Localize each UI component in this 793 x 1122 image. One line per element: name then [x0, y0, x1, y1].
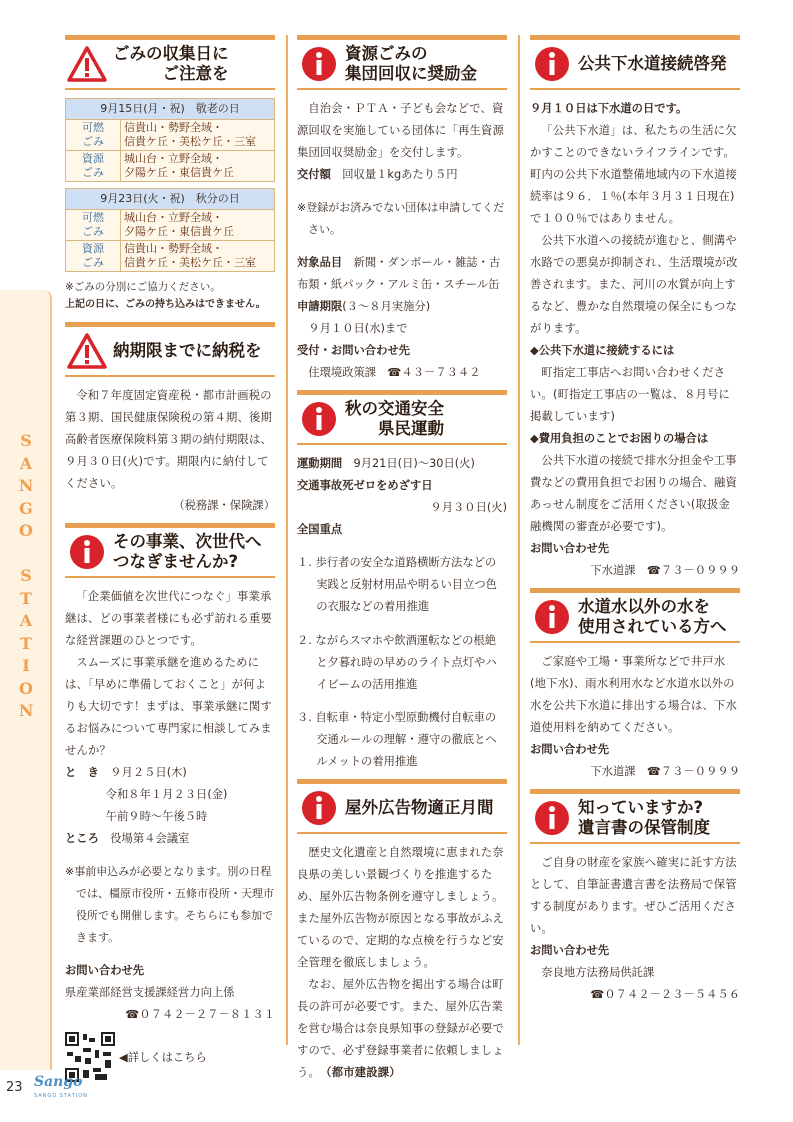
- column-divider: [518, 35, 520, 1045]
- sewer-contact: 下水道課 ☎７３－０９９９: [590, 564, 740, 577]
- sewer-header: [530, 35, 740, 90]
- recycle-body: 自治会・ＰＴＡ・子ども会などで、資源回収を実施している団体に「再生資源集団回収奨励金」を交付します。: [297, 102, 504, 159]
- sidebar-letter: O: [19, 521, 33, 540]
- sewer-lead: ９月１０日は下水道の日です。: [530, 102, 688, 115]
- column-3: [530, 35, 740, 1006]
- traffic-title: 秋の交通安全 県民運動: [345, 399, 444, 438]
- billboard-body-2: [297, 974, 507, 1084]
- zero-date: ９月３０日(火): [430, 501, 507, 514]
- waste-type: 可燃 ごみ: [66, 210, 121, 241]
- period-label: 申請期限: [297, 300, 343, 313]
- water-contact: 下水道課 ☎７３－０９９９: [590, 765, 740, 778]
- recycle-header: [297, 35, 507, 90]
- waste-type: 資源 ごみ: [66, 241, 121, 272]
- focus-label: 全国重点: [297, 523, 343, 536]
- billboard-body-2-text: なお、屋外広告物を掲出する場合は町長の許可が必要です。また、屋外広告業を営む場合は奈良県知事の登録が必要ですので、必ず登録事業者に依頼しましょう。: [297, 977, 504, 1079]
- garbage-warning: 上記の日に、ごみの持ち込みはできません。: [65, 299, 266, 310]
- connect-body: 町指定工事店へお問い合わせください。(町指定工事店の一覧は、８月号に掲載しています): [530, 366, 731, 423]
- garbage-title: ごみの収集日に ご注意を: [113, 44, 229, 83]
- info-icon: [297, 398, 341, 440]
- sidebar-letter: O: [19, 678, 33, 698]
- water-body: ご家庭や工場・事業所などで井戸水(地下水)、雨水利用水など水道水以外の水を公共下水道に排出する場合は、下水道使用料を納めてください。: [530, 655, 737, 734]
- billboard-dept: （都市建設課）: [325, 1065, 401, 1079]
- water-contact-label: お問い合わせ先: [530, 743, 610, 756]
- contact-label: お問い合わせ先: [65, 964, 145, 977]
- sewer-body-2: 公共下水道への接続が進むと、側溝や水路での悪臭が抑制され、生活環境が改善されます。また、河川の水質が向上するなど、豊かな自然環境の保全にもつながります。: [530, 234, 738, 335]
- traffic-period: 9月21日(日)～30日(火): [353, 457, 475, 470]
- sidebar-letter: S: [20, 566, 32, 585]
- succession-note: ※事前申込みが必要となります。別の日程では、橿原市役所・五條市役所・天理市役所でも開催します。そちらにも参加できます。: [65, 865, 274, 944]
- recycle-title: 資源ごみの 集団回収に奨励金: [345, 44, 477, 83]
- connect-label: ◆公共下水道に接続するには: [530, 344, 675, 357]
- day-header: 9月23日(火・祝) 秋分の日: [66, 189, 275, 210]
- succession-title: その事業、次世代へ つなぎませんか?: [113, 532, 262, 571]
- contact: 県産業部経営支援課経営力向上係: [65, 986, 235, 999]
- will-contact-label: お問い合わせ先: [530, 944, 610, 957]
- garbage-note: ※ごみの分別にご協力ください。: [65, 281, 221, 293]
- sidebar-letter: A: [19, 453, 33, 473]
- sango-logo: Sango: [34, 1074, 83, 1090]
- recycle-contact-label: 受付・お問い合わせ先: [297, 344, 410, 357]
- sewer-body-1: 「公共下水道」は、私たちの生活に欠かすことのできないライフラインです。町内の公共下水道整備地域内の下水道接続率は９６．１％(本年３月３１日現在)で１００％ではありません。: [530, 124, 737, 225]
- cost-body: 公共下水道の接続で排水分担金や工事費などの費用負担でお困りの場合、融資あっせん制度をご活用ください(取扱金融機関の審査が必要です)。: [530, 454, 737, 533]
- info-icon: [65, 531, 109, 573]
- sidebar-letter: N: [18, 476, 34, 495]
- cost-label: ◆費用負担のことでお困りの場合は: [530, 432, 709, 445]
- waste-type: 資源 ごみ: [66, 151, 121, 182]
- sidebar-letter: G: [19, 498, 33, 518]
- when-3: 午前９時～午後５時: [105, 810, 208, 823]
- info-icon: [297, 787, 341, 829]
- tax-title: 納期限までに納税を: [113, 341, 262, 360]
- water-title: 水道水以外の水を 使用されている方へ: [578, 597, 727, 636]
- collection-table-1: [65, 98, 275, 182]
- when-2: 令和８年１月２３日(金): [105, 788, 228, 801]
- focus-item: １. 歩行者の安全な道路横断方法などの実践と反射材用品や明るい目立つ色の衣服などの着用推進: [297, 556, 497, 614]
- sidebar-letter: N: [18, 701, 34, 720]
- info-icon: [297, 43, 341, 85]
- sidebar-letter: T: [20, 588, 32, 608]
- areas: 城山台・立野全域・ 夕陽ケ丘・東信貴ケ丘: [121, 210, 275, 241]
- sidebar-letter: I: [22, 656, 30, 675]
- collection-table-2: [65, 188, 275, 272]
- day-header: 9月15日(月・祝) 敬老の日: [66, 99, 275, 120]
- when-1: ９月２５日(木): [110, 766, 187, 779]
- when-label: と き: [65, 766, 99, 779]
- info-icon: [530, 43, 574, 85]
- column-1: [65, 35, 275, 1082]
- tax-body: 令和７年度固定資産税・都市計画税の第３期、国民健康保険税の第４期、後期高齢者医療保険料第３期の納付期限は、９月３０日(火)です。期限内に納付してください。: [65, 389, 272, 490]
- sidebar-title: [14, 430, 38, 723]
- sidebar-letter: T: [20, 633, 32, 653]
- billboard-title: 屋外広告物適正月間: [345, 797, 494, 817]
- will-body: ご自身の財産を家族へ確実に託す方法として、自筆証書遺言書を法務局で保管する制度があります。ぜひご活用ください。: [530, 856, 737, 935]
- zero-label: 交通事故死ゼロをめざす日: [297, 479, 433, 492]
- recycle-note: ※登録がお済みでない団体は申請してください。: [297, 201, 505, 236]
- areas: 信貴山・勢野全域・ 信貴ケ丘・美松ケ丘・三室: [121, 120, 275, 151]
- will-tel: ☎０７４２－２３－５４５６: [590, 988, 740, 1001]
- tax-header: [65, 322, 275, 377]
- sidebar-letter: [14, 543, 38, 566]
- column-divider: [286, 35, 288, 1045]
- period-note: (３～８月実施分): [342, 300, 431, 313]
- traffic-header: [297, 390, 507, 445]
- sewer-contact-label: お問い合わせ先: [530, 542, 610, 555]
- deadline: ９月１０日(水)まで: [308, 322, 408, 335]
- sidebar-letter: A: [19, 611, 33, 630]
- contact-tel: ☎０７４２－２７－８１３１: [125, 1008, 275, 1021]
- focus-item: ３. 自転車・特定小型原動機付自転車の交通ルールの理解・遵守の徹底とヘルメットの着用推進: [297, 710, 497, 768]
- focus-item: ２. ながらスマホや飲酒運転などの根絶と夕暮れ時の早めのライト点灯やハイビームの活用推進: [297, 633, 497, 691]
- where: 役場第４会議室: [110, 832, 190, 845]
- items-label: 対象品目: [297, 256, 343, 269]
- garbage-header: [65, 35, 275, 90]
- succession-body-1: 「企業価値を次世代につなぐ」事業承継は、どの事業者様にも必ず訪れる重要な経営課題のひとつです。: [65, 590, 272, 647]
- qr-caption: ◀詳しくはこちら: [119, 1051, 207, 1064]
- amount-label: 交付額: [297, 168, 331, 181]
- where-label: ところ: [65, 832, 99, 845]
- traffic-period-label: 運動期間: [297, 457, 343, 470]
- warning-icon: [65, 330, 109, 372]
- amount: 回収量１kgあたり５円: [342, 168, 458, 181]
- billboard-header: [297, 779, 507, 834]
- page-number: 23: [6, 1080, 23, 1095]
- will-title: 知っていますか? 遺言書の保管制度: [578, 798, 710, 837]
- will-header: [530, 789, 740, 844]
- areas: 信貴山・勢野全域・ 信貴ケ丘・美松ケ丘・三室: [121, 241, 275, 272]
- sango-logo-sub: SANGO STATION: [34, 1093, 88, 1099]
- sidebar-letter: S: [20, 431, 32, 450]
- warning-icon: [65, 43, 109, 85]
- column-2: [297, 35, 507, 1084]
- succession-header: [65, 523, 275, 578]
- succession-body-2: スムーズに事業承継を進めるためには、「早めに準備しておくこと」が何よりも大切です！まずは、事業承継に関するお悩みについて専門家に相談してみませんか？: [65, 656, 272, 757]
- water-header: [530, 588, 740, 643]
- sewer-title: 公共下水道接続啓発: [578, 54, 727, 73]
- areas: 城山台・立野全域・ 夕陽ケ丘・東信貴ケ丘: [121, 151, 275, 182]
- tax-dept: （税務課・保険課）: [173, 499, 275, 512]
- info-icon: [530, 596, 574, 638]
- items: 新聞・ダンボール・雑誌・古布類・紙パック・アルミ缶・スチール缶: [297, 256, 501, 291]
- info-icon: [530, 797, 574, 839]
- will-contact: 奈良地方法務局供託課: [541, 966, 655, 979]
- billboard-body-1: 歴史文化遺産と自然環境に恵まれた奈良県の美しい景観づくりを推進するため、屋外広告物条例を遵守しましょう。また屋外広告物が原因となる事故がふえているので、定期的な点検を行うなど安全管理を徹底しましょう。: [297, 845, 504, 969]
- recycle-contact: 住環境政策課 ☎４３－７３４２: [308, 366, 481, 379]
- waste-type: 可燃 ごみ: [66, 120, 121, 151]
